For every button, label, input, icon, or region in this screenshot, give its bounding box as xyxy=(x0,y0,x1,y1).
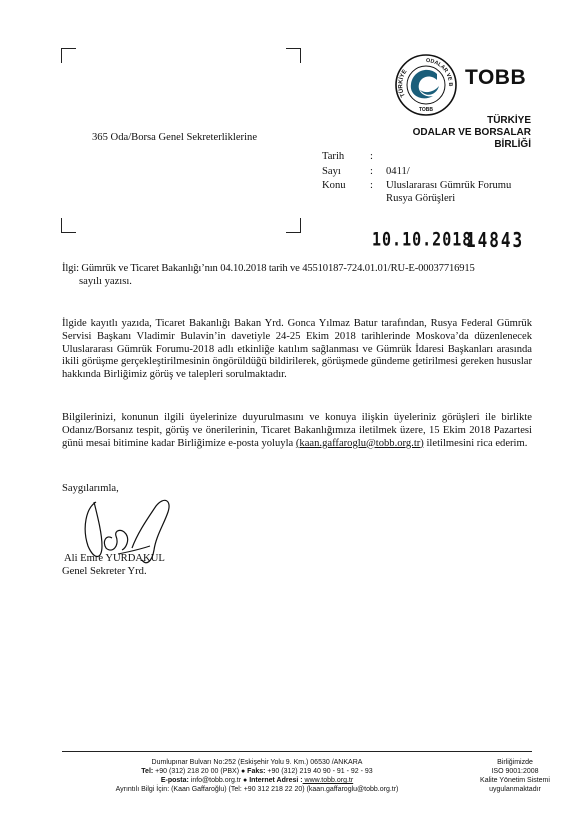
address-corner-top-right xyxy=(286,48,301,63)
paragraph-2-text: Bilgilerinizi, konunun ilgili üyelerinize duyurulmasını ve konuya ilişkin üyeleriniz görüşleri ile birlikte Odanız/Borsanız tespit, görüş ve önerilerinin, Ticaret Bakanlığımıza iletilmek üzere, 15 Ekim 2018 Pazartesi günü mesai bitimine kadar Birliğimize e-posta yoluyla xyxy=(62,412,532,449)
footer-web-line xyxy=(92,776,422,785)
stamp-number: 14843 xyxy=(466,228,525,252)
logo-ring-left: TÜRKİYE xyxy=(398,68,409,98)
meta-separator: : xyxy=(370,151,373,162)
footer-web-link[interactable]: www.tobb.org.tr xyxy=(302,777,354,784)
footer-email-value[interactable]: info@tobb.org.tr ● xyxy=(188,777,250,784)
footer-web-label: Internet Adresi : xyxy=(249,777,303,784)
reference-line-2: sayılı yazısı. xyxy=(79,275,132,287)
meta-subject-line-1: Uluslararası Gümrük Forumu xyxy=(386,180,512,192)
signatory-name: Ali Emre YURDAKUL xyxy=(64,553,165,564)
org-name-line-1: TÜRKİYE xyxy=(487,115,531,126)
meta-subject-label: Konu xyxy=(322,180,346,192)
footer-fax-value: +90 (312) 219 40 90 - 91 - 92 - 93 xyxy=(265,768,373,775)
paragraph-2-end: iletilmesini rica ederim. xyxy=(423,437,528,449)
logo-brand: TOBB xyxy=(465,66,527,89)
reference-line-1: İlgi: Gümrük ve Ticaret Bakanlığı’nın 04.10.2018 tarih ve 45510187-724.01.01/RU-E-00037716915 xyxy=(62,263,475,274)
footer-iso-line-2: ISO 9001:2008 xyxy=(491,768,539,775)
meta-number-label: Sayı xyxy=(322,165,341,177)
signatory-block xyxy=(62,552,165,578)
address-corner-top-left xyxy=(61,48,76,63)
meta-number-value: 0411/ xyxy=(386,165,410,177)
address-corner-bottom-left xyxy=(61,218,76,233)
logo-ring-right: ODALAR VE B xyxy=(425,57,454,87)
footer-iso-line-1: Birliğimizde xyxy=(497,759,533,766)
footer-tel-label: Tel: xyxy=(141,768,154,775)
meta-separator: : xyxy=(370,165,373,177)
paragraph-1: İlgide kayıtlı yazıda, Ticaret Bakanlığı Bakan Yrd. Gonca Yılmaz Batur tarafından, Rusya Federal Gümrük Servisi Başkanı Vladimir Bulavin’in davetiyle 24-25 Ekim 2018 tarihlerinde Moskova’da düzenlenecek Uluslararası Gümrük Forumu-2018 adlı etkinliğe katılım sağlanması ve Gümrük İdaresi Başkanları arasında ikili görüşme gerçekleştirilmesinin öngörüldüğü bildirilerek, görüşmede gündeme getirilmesi gereken hususlar hakkında Birliğimiz görüş ve talepleri sorulmaktadır. xyxy=(62,318,532,381)
meta-number-row xyxy=(322,165,542,180)
tobb-emblem-icon xyxy=(393,52,459,118)
footer-rule xyxy=(62,751,532,752)
meta-subject-row xyxy=(322,179,542,205)
closing: Saygılarımla, xyxy=(62,483,119,494)
footer-tel-value: +90 (312) 218 20 00 (PBX) ● xyxy=(153,768,248,775)
org-name-block xyxy=(390,115,531,151)
footer-iso-line-3: Kalite Yönetim Sistemi xyxy=(480,777,550,784)
signatory-title: Genel Sekreter Yrd. xyxy=(62,566,147,577)
footer-iso-block xyxy=(470,758,560,794)
org-name-line-2: ODALAR VE BORSALAR xyxy=(412,127,531,138)
footer-fax-label: Faks: xyxy=(247,768,266,775)
footer-contact-block xyxy=(92,758,422,794)
contact-email-link[interactable]: (kaan.gaffaroglu@tobb.org.tr) xyxy=(295,437,424,449)
meta-subject-value xyxy=(386,179,511,205)
meta-separator: : xyxy=(370,180,373,192)
logo-ring-bottom: TOBB xyxy=(418,107,434,113)
recipient: 365 Oda/Borsa Genel Sekreterliklerine xyxy=(92,132,258,143)
meta-subject-line-2: Rusya Görüşleri xyxy=(386,192,456,204)
reference xyxy=(62,263,532,289)
org-name-line-3: BİRLİĞİ xyxy=(494,139,531,150)
footer-address: Dumlupınar Bulvarı No:252 (Eskişehir Yolu 9. Km.) 06530 /ANKARA xyxy=(151,759,363,766)
footer-iso-line-4: uygulanmaktadır xyxy=(489,786,541,793)
meta-block xyxy=(322,150,542,205)
stamp-date: 10.10.2018 xyxy=(372,228,473,251)
address-corner-bottom-right xyxy=(286,218,301,233)
meta-date-label: Tarih xyxy=(322,151,345,162)
tobb-logo xyxy=(393,52,459,118)
meta-date-row xyxy=(322,150,542,165)
footer-phone-line xyxy=(92,767,422,776)
paragraph-2 xyxy=(62,412,532,450)
footer-email-label: E-posta: xyxy=(160,777,189,784)
footer-detail-contact: Ayrıntılı Bilgi İçin: (Kaan Gaffaroğlu) (Tel: +90 312 218 22 20) (kaan.gaffaroglu@tobb.org.tr) xyxy=(115,786,399,793)
